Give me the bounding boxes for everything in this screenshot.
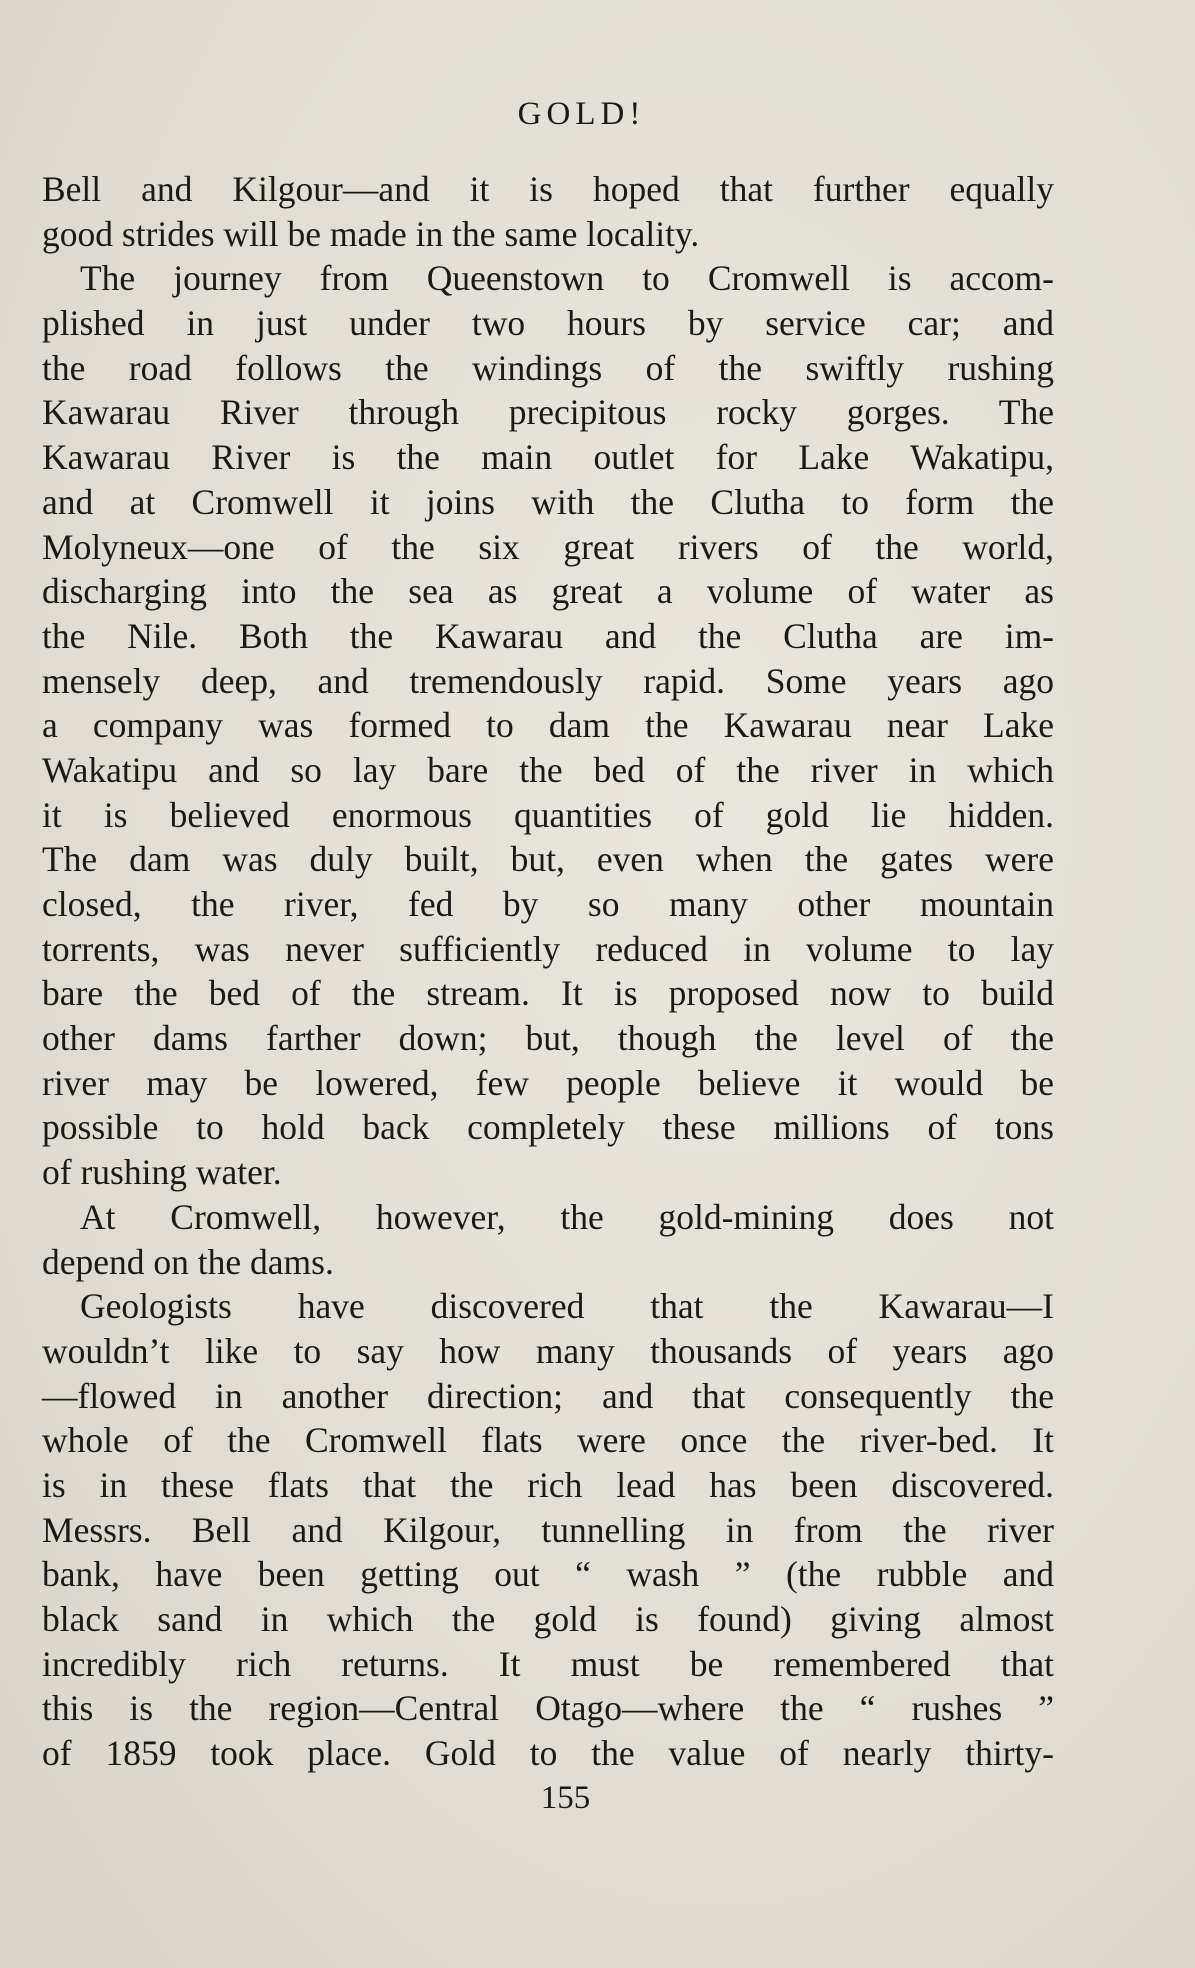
text-line: plished in just under two hours by service car; and: [42, 303, 1054, 344]
text-line: —flowed in another direction; and that consequently the: [42, 1375, 1054, 1416]
text-line: and at Cromwell it joins with the Clutha to form the: [42, 481, 1054, 522]
text-line: it is believed enormous quantities of gold lie hidden.: [42, 794, 1054, 835]
text-line: good strides will be made in the same locality.: [42, 213, 700, 254]
text-line: bank, have been getting out “ wash ” (the rubble and: [42, 1554, 1054, 1595]
text-line: Messrs. Bell and Kilgour, tunnelling in from the river: [42, 1509, 1054, 1550]
text-line: At Cromwell, however, the gold-mining does not: [80, 1196, 1054, 1237]
text-line: Geologists have discovered that the Kawarau—I: [80, 1286, 1054, 1327]
text-line: black sand in which the gold is found) giving almost: [42, 1599, 1054, 1639]
text-line: of rushing water.: [42, 1152, 282, 1193]
text-line: whole of the Cromwell flats were once the river-bed. It: [42, 1420, 1054, 1461]
text-line: depend on the dams.: [42, 1241, 334, 1282]
text-line: incredibly rich returns. It must be remembered that: [42, 1643, 1054, 1684]
text-line: other dams farther down; but, though the level of the: [42, 1018, 1054, 1059]
text-line: bare the bed of the stream. It is proposed now to build: [42, 973, 1054, 1014]
text-line: possible to hold back completely these millions of tons: [42, 1107, 1054, 1148]
text-line: Kawarau River through precipitous rocky gorges. The: [42, 392, 1054, 433]
text-line: discharging into the sea as great a volume of water as: [42, 571, 1054, 612]
text-line: The dam was duly built, but, even when the gates were: [42, 839, 1054, 880]
text-line: river may be lowered, few people believe it would be: [42, 1062, 1054, 1103]
text-line: Molyneux—one of the six great rivers of the world,: [42, 526, 1054, 567]
text-line: mensely deep, and tremendously rapid. Some years ago: [42, 660, 1054, 701]
body-text: [42, 167, 1054, 1776]
running-head: GOLD!: [517, 96, 646, 132]
text-line: torrents, was never sufficiently reduced in volume to lay: [42, 928, 1054, 969]
text-line: wouldn’t like to say how many thousands of years ago: [42, 1330, 1054, 1371]
text-line: The journey from Queenstown to Cromwell is accom-: [80, 258, 1054, 299]
page-number: 155: [540, 1780, 591, 1816]
text-line: this is the region—Central Otago—where the “ rushes ”: [42, 1688, 1054, 1729]
text-line: of 1859 took place. Gold to the value of nearly thirty-: [42, 1733, 1054, 1774]
text-line: Bell and Kilgour—and it is hoped that further equally: [42, 169, 1054, 209]
text-line: closed, the river, fed by so many other mountain: [42, 884, 1054, 924]
text-line: the Nile. Both the Kawarau and the Clutha are im-: [42, 615, 1054, 656]
text-line: the road follows the windings of the swiftly rushing: [42, 347, 1054, 388]
text-line: Kawarau River is the main outlet for Lake Wakatipu,: [42, 437, 1054, 478]
text-line: Wakatipu and so lay bare the bed of the river in which: [42, 749, 1054, 790]
text-line: a company was formed to dam the Kawarau near Lake: [42, 705, 1054, 746]
text-line: is in these flats that the rich lead has been discovered.: [42, 1464, 1054, 1505]
